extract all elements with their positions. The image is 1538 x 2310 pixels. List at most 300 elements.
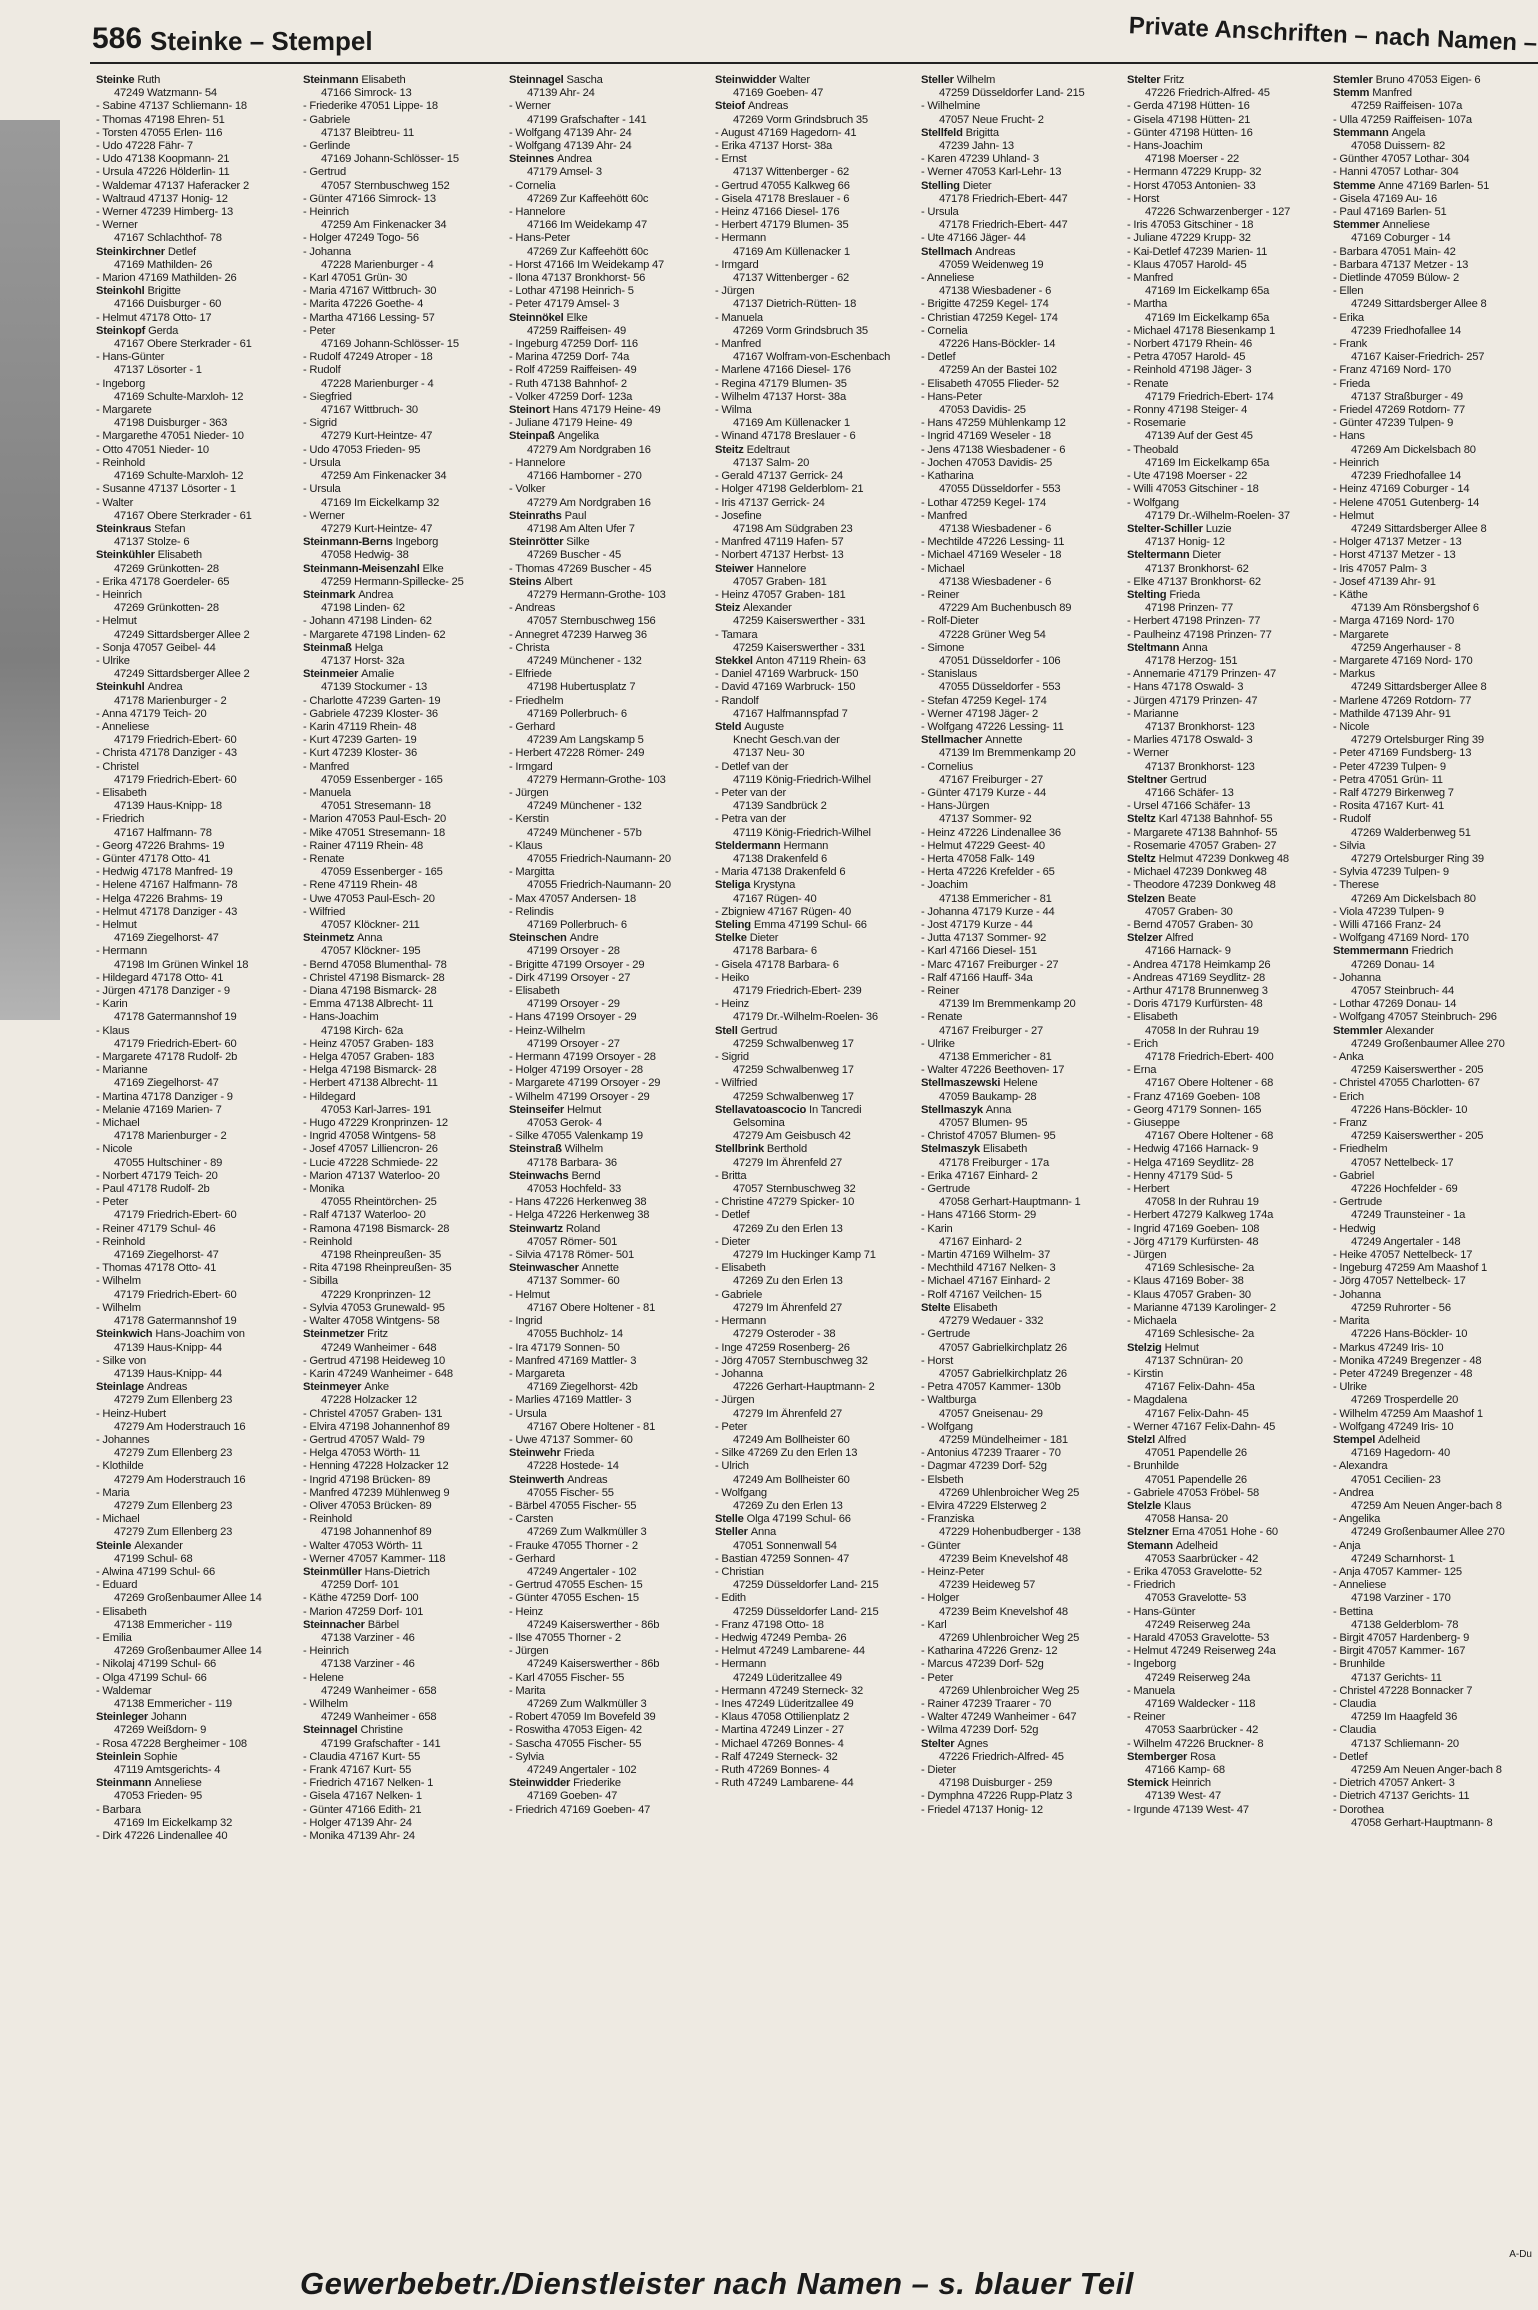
person-entry: - Marlies 47178 Oswald- 3 [1127, 734, 1253, 747]
person-entry: - Jutta 47137 Sommer- 92 [921, 932, 1047, 945]
surname: Steinwidder [509, 1777, 571, 1790]
person-entry: - Petra van der [715, 813, 786, 826]
address-line: 47198 Johannenhof 89 [321, 1526, 432, 1539]
person-entry: - Johanna [303, 245, 351, 258]
address-line: 47166 Simrock- 13 [321, 87, 412, 100]
address-line: 47138 Gelderblom- 78 [1351, 1618, 1459, 1631]
given-name: Helga [354, 641, 383, 654]
surname-entry [1333, 87, 1531, 100]
given-name: Erna 47051 Hohe - 60 [1171, 1526, 1278, 1539]
address-line: 47137 Straßburger - 49 [1351, 390, 1463, 403]
person-entry: - Ernst [715, 153, 747, 166]
address-line: 47259 Kaiserswerther - 205 [1351, 1130, 1484, 1143]
person-entry: - Reinhold [303, 1513, 352, 1526]
address-line: 47259 Am Finkenacker 34 [321, 219, 447, 232]
person-entry: - Gertrud 47198 Heideweg 10 [303, 1354, 445, 1367]
address-line: 47269 Uhlenbroicher Weg 25 [939, 1631, 1080, 1644]
address-line: 47279 Kurt-Heintze- 47 [321, 430, 433, 443]
address-line: 47138 Wiesbadener - 6 [939, 575, 1052, 588]
person-entry: - Peter 47179 Amsel- 3 [509, 298, 620, 311]
person-entry: - Michael [96, 1117, 140, 1130]
person-entry: - Karl 47166 Diesel- 151 [921, 945, 1037, 958]
address-line: 47279 Im Ährenfeld 27 [733, 1407, 842, 1420]
person-entry: - Olga 47199 Schul- 66 [96, 1671, 207, 1684]
person-entry: - Helga 47226 Brahms- 19 [96, 892, 223, 905]
given-name: Bernd [571, 1169, 601, 1182]
surname-entry [509, 1447, 707, 1460]
address-line: 47167 Freiburger - 27 [939, 773, 1044, 786]
address-line: 47269 Großenbaumer Allee 14 [114, 1592, 262, 1605]
person-entry: - Oliver 47053 Brücken- 89 [303, 1499, 432, 1512]
surname-entry [715, 1025, 913, 1038]
person-entry: - Ingeborg [96, 377, 145, 390]
person-entry: - Markus 47249 Iris- 10 [1333, 1341, 1444, 1354]
person-entry: - Hermann [715, 232, 767, 245]
person-entry: - Norbert 47179 Rhein- 46 [1127, 338, 1252, 351]
person-entry: - Wilhelm 47226 Bruckner- 8 [1127, 1737, 1264, 1750]
surname-entry [921, 74, 1119, 87]
person-entry: - Heinz 47057 Graben- 183 [303, 1037, 434, 1050]
address-line: 47169 Schulte-Marxloh- 12 [114, 470, 244, 483]
person-entry: - Rosita 47167 Kurt- 41 [1333, 800, 1445, 813]
given-name: Hannelore [756, 562, 807, 575]
person-entry: - Detlef [715, 1209, 750, 1222]
surname-entry [303, 932, 501, 945]
surname: Stellbrink [715, 1143, 764, 1156]
address-line: 47167 Obere Holtener - 81 [527, 1420, 656, 1433]
person-entry: - Dieter [715, 1235, 751, 1248]
address-line: 47057 Sternbuschweg 156 [527, 615, 656, 628]
person-entry: - Helga 47198 Bismarck- 28 [303, 1064, 437, 1077]
given-name: Annette [985, 734, 1023, 747]
surname: Steldermann [715, 839, 781, 852]
person-entry: - Silke 47269 Zu den Erlen 13 [715, 1447, 858, 1460]
address-line: 47259 Düsseldorfer Land- 215 [733, 1579, 879, 1592]
address-line: 47138 Emmericher - 119 [114, 1618, 232, 1631]
person-entry: - Ruth 47269 Bonnes- 4 [715, 1764, 830, 1776]
person-entry: - Helmut [96, 615, 137, 628]
person-entry: - Holger 47137 Metzer - 13 [1333, 536, 1462, 549]
person-entry: - Peter [96, 1196, 129, 1209]
surname: Stellavatoascocio [715, 1103, 807, 1116]
person-entry: - Holger 47139 Ahr- 24 [303, 1816, 412, 1829]
given-name: Anna [1182, 641, 1208, 654]
person-entry: - Brunhilde [1333, 1658, 1385, 1671]
surname-entry [96, 285, 294, 298]
person-entry: - Irgunde 47139 West- 47 [1127, 1803, 1249, 1816]
address-line: 47169 Im Eickelkamp 32 [114, 1816, 233, 1829]
person-entry: - Klaus [509, 839, 543, 852]
person-entry: - Michael 47169 Weseler - 18 [921, 549, 1062, 562]
surname-entry [1127, 589, 1325, 602]
given-name: Elisabeth [157, 549, 202, 562]
person-entry: - Ursula 47226 Hölderlin- 11 [96, 166, 230, 179]
person-entry: - Werner [303, 509, 345, 522]
person-entry: - Manfred 47169 Mattler- 3 [509, 1354, 637, 1367]
person-entry: - Jürgen 47179 Prinzen- 47 [1127, 694, 1258, 707]
person-entry: - Christa 47178 Danziger - 43 [96, 747, 237, 760]
given-name: Paul [564, 509, 587, 522]
person-entry: - Brigitte 47199 Orsoyer - 29 [509, 958, 645, 971]
given-name: Frieda [1169, 588, 1200, 601]
person-entry: - Martha 47166 Lessing- 57 [303, 311, 435, 324]
person-entry: - Jost 47179 Kurze - 44 [921, 919, 1033, 931]
person-entry: - Lothar 47259 Kegel- 174 [921, 496, 1046, 509]
address-line: 47269 Vorm Grindsbruch 35 [733, 324, 868, 337]
person-entry: - Gisela 47178 Breslauer - 6 [715, 192, 850, 205]
person-entry: - Horst [1127, 192, 1160, 205]
person-entry: - Wolfgang [1127, 496, 1179, 509]
person-entry: - Rolf 47167 Veilchen- 15 [921, 1288, 1042, 1301]
address-line: 47139 Im Bremmenkamp 20 [939, 747, 1076, 760]
person-entry: - Erika 47053 Gravelotte- 52 [1127, 1565, 1262, 1578]
person-entry: - Michaela [1127, 1315, 1177, 1328]
person-entry: - Wilhelm 47137 Horst- 38a [715, 390, 846, 403]
person-entry: - Hildegard 47178 Otto- 41 [96, 971, 224, 984]
given-name: Anna [985, 1103, 1012, 1116]
address-line: 47226 Friedrich-Alfred- 45 [1145, 87, 1270, 100]
person-entry: - Johannes [96, 1433, 150, 1446]
address-line: 47137 Wittenberger - 62 [733, 166, 850, 179]
person-entry: - Gertrude [921, 1328, 970, 1341]
person-entry: - Gerhard [509, 1552, 556, 1565]
surname-entry [1333, 945, 1531, 958]
surname-entry [1127, 1434, 1325, 1447]
person-entry: - Erika 47167 Einhard- 2 [921, 1169, 1038, 1182]
surname-entry [509, 1474, 707, 1487]
person-entry: - Waltraud 47137 Honig- 12 [96, 192, 228, 205]
given-name: Heinrich [1171, 1777, 1211, 1790]
person-entry: - Michael 47239 Donkweg 48 [1127, 866, 1267, 879]
person-entry: - Günther 47057 Lothar- 304 [1333, 153, 1470, 166]
given-name: Adelheid [1175, 1539, 1218, 1552]
person-entry: - Dagmar 47239 Dorf- 52g [921, 1460, 1047, 1473]
person-entry: - Helmut 47249 Lambarene- 44 [715, 1645, 865, 1658]
person-entry: - Johanna [715, 1367, 763, 1380]
person-entry: - Margarete 47199 Orsoyer - 29 [509, 1077, 661, 1090]
address-line: 47249 Am Bollheister 60 [733, 1473, 850, 1486]
surname: Steinmeyer [303, 1381, 362, 1394]
person-entry: - Dieter [921, 1764, 957, 1776]
address-line: Knecht Gesch.van der [733, 734, 840, 747]
address-line: 47057 Graben- 30 [1145, 905, 1233, 918]
person-entry: - Gertrud 47055 Kalkweg 66 [715, 179, 850, 192]
surname-entry [96, 523, 294, 536]
surname-entry [921, 1738, 1119, 1751]
given-name: Brigitta [965, 126, 999, 139]
address-line: 47249 Großenbaumer Allee 270 [1351, 1526, 1505, 1539]
address-line: 47198 Hubertusplatz 7 [527, 681, 636, 694]
given-name: Andreas [146, 1381, 188, 1394]
given-name: Alfred [1165, 932, 1194, 945]
person-entry: - Margarete 47178 Rudolf- 2b [96, 1051, 238, 1064]
person-entry: - Helmut 47249 Reiserweg 24a [1127, 1645, 1276, 1658]
person-entry: - Elisabeth 47055 Flieder- 52 [921, 377, 1059, 390]
surname: Steinpaß [509, 430, 555, 443]
person-entry: - Lothar 47198 Heinrich- 5 [509, 285, 634, 298]
person-entry: - Hanni 47057 Lothar- 304 [1333, 166, 1459, 179]
person-entry: - Kurt 47239 Kloster- 36 [303, 747, 417, 760]
surname-entry [715, 100, 913, 113]
surname: Stelting [1127, 588, 1167, 601]
person-entry: - Hans 47178 Oswald- 3 [1127, 681, 1244, 694]
address-line: 47259 Kaiserswerther - 205 [1351, 1064, 1484, 1077]
person-entry: - Dorothea [1333, 1803, 1384, 1816]
person-entry: - Manfred [921, 509, 968, 522]
surname-entry [303, 74, 501, 87]
person-entry: - Iris 47053 Gitschiner - 18 [1127, 219, 1254, 232]
person-entry: - Ilse 47055 Thorner - 2 [509, 1631, 621, 1644]
person-entry: - Hans-Günter [1127, 1605, 1196, 1618]
person-entry: - Charlotte 47239 Garten- 19 [303, 694, 441, 707]
address-line: 47169 Pollerbruch- 6 [527, 919, 627, 931]
person-entry: - Holger [921, 1592, 960, 1605]
address-line: 47249 Sittardsberger Allee 2 [114, 668, 250, 681]
person-entry: - Heinz 47057 Graben- 181 [715, 588, 846, 601]
address-line: 47119 König-Friedrich-Wilhel [733, 773, 871, 786]
address-line: 47139 Sandbrück 2 [733, 800, 827, 813]
surname: Steinlein [96, 1750, 141, 1763]
address-line: 47051 Cecilien- 23 [1351, 1473, 1441, 1486]
address-line: 47179 Friedrich-Ebert- 60 [114, 1037, 237, 1050]
surname-entry [715, 932, 913, 945]
address-line: 47169 Ziegelhorst- 47 [114, 1077, 219, 1090]
address-line: 47166 Harnack- 9 [1145, 945, 1231, 958]
address-line: 47279 Wedauer - 332 [939, 1315, 1044, 1328]
person-entry: - Emilia [96, 1631, 132, 1644]
surname-entry [96, 1777, 294, 1790]
address-line: 47269 Zur Kaffeehött 60c [527, 192, 649, 205]
address-line: 47169 Im Eickelkamp 65a [1145, 456, 1270, 469]
address-line: 47198 Varziner - 170 [1351, 1592, 1451, 1605]
address-line: 47249 Angertaler - 102 [527, 1764, 637, 1776]
address-line: 47229 Am Buchenbusch 89 [939, 602, 1072, 615]
person-entry: - Jürgen [509, 1645, 549, 1658]
surname: Steinleger [96, 1711, 149, 1724]
address-line: 47259 Am Neuen Anger-bach 8 [1351, 1499, 1502, 1512]
person-entry: - Wolfgang 47226 Lessing- 11 [921, 720, 1064, 733]
address-line: 47249 Sittardsberger Allee 8 [1351, 298, 1487, 311]
address-line: 47269 Weißdorn- 9 [114, 1724, 207, 1737]
person-entry: - Hans 47166 Storm- 29 [921, 1209, 1036, 1222]
surname: Steinseifer [509, 1103, 565, 1116]
address-line: 47055 Fischer- 55 [527, 1486, 614, 1499]
surname-entry [1127, 1342, 1325, 1355]
address-line: 47138 Wiesbadener - 6 [939, 522, 1052, 535]
address-line: 47178 Friedrich-Ebert- 400 [1145, 1051, 1274, 1064]
person-entry: - Wilma [715, 404, 752, 417]
person-entry: - Marianne [96, 1064, 148, 1077]
person-entry: - Hermann 47199 Orsoyer - 28 [509, 1051, 656, 1064]
surname-entry [509, 74, 707, 87]
address-line: 47198 Moerser - 22 [1145, 153, 1240, 166]
person-entry: - Hedwig [1333, 1222, 1376, 1235]
person-entry: - Herbert 47198 Prinzen- 77 [1127, 615, 1261, 628]
person-entry: - Dietrich 47057 Ankert- 3 [1333, 1777, 1455, 1790]
given-name: Alexander [743, 602, 792, 615]
address-line: 47137 Lösorter - 1 [114, 364, 202, 377]
surname: Steinlage [96, 1381, 144, 1394]
person-entry: - Werner 47239 Himberg- 13 [96, 206, 233, 219]
address-line: 47229 Kronprinzen- 12 [321, 1288, 431, 1301]
address-line: 47138 Emmericher - 119 [114, 1697, 232, 1710]
address-line: 47167 Obere Sterkrader - 61 [114, 338, 252, 351]
person-entry: - Werner 47053 Karl-Lehr- 13 [921, 166, 1062, 179]
given-name: Anton 47119 Rhein- 63 [755, 654, 866, 667]
address-line: 47269 Zum Walkmüller 3 [527, 1697, 647, 1710]
address-line: 47199 Grafschafter - 141 [527, 113, 647, 126]
surname-entry [96, 1751, 294, 1764]
address-line: 47178 Gatermannshof 19 [114, 1011, 237, 1024]
person-entry: - Robert 47059 Im Bovefeld 39 [509, 1711, 656, 1724]
person-entry: - Margarete [1333, 628, 1389, 641]
address-line: 47249 Traunsteiner - 1a [1351, 1209, 1466, 1222]
person-entry: - Jürgen [715, 1394, 755, 1407]
person-entry: - Christel [96, 760, 139, 773]
surname-entry [303, 589, 501, 602]
person-entry: - Heinrich [303, 206, 349, 219]
person-entry: - Jörg 47057 Nettelbeck- 17 [1333, 1275, 1466, 1288]
given-name: Helmut 47239 Donkweg 48 [1158, 852, 1289, 865]
address-line: 47167 Felix-Dahn- 45 [1145, 1407, 1249, 1420]
given-name: Amalie [361, 668, 395, 681]
person-entry: - Thomas 47198 Ehren- 51 [96, 113, 225, 126]
person-entry: - Margarete [96, 404, 152, 417]
surname: Stell [715, 1024, 738, 1037]
surname-entry [715, 840, 913, 853]
person-entry: - Reinhold [303, 1235, 352, 1248]
person-entry: - Karin 47119 Rhein- 48 [303, 720, 417, 733]
address-line: 47169 Im Eickelkamp 32 [321, 496, 440, 509]
person-entry: - Uwe 47137 Sommer- 60 [509, 1433, 633, 1446]
address-line: 47058 Gerhart-Hauptmann- 8 [1351, 1816, 1493, 1829]
surname: Steliga [715, 879, 751, 892]
person-entry: - Mathilde 47139 Ahr- 91 [1333, 707, 1451, 720]
address-line: 47169 Goeben- 47 [733, 87, 824, 100]
person-entry: - Christa [509, 641, 550, 654]
surname-entry [715, 1526, 913, 1539]
address-line: 47249 Münchener - 57b [527, 826, 642, 839]
address-line: 47167 Obere Sterkrader - 61 [114, 509, 252, 522]
surname: Stelzer [1127, 932, 1163, 945]
address-line: 47249 Reiserweg 24a [1145, 1671, 1251, 1684]
address-line: 47059 Essenberger - 165 [321, 773, 443, 786]
surname-entry [96, 681, 294, 694]
address-line: 47137 Gerichts- 11 [1351, 1671, 1442, 1684]
person-entry: - Zbigniew 47167 Rügen- 40 [715, 905, 851, 918]
person-entry: - Gerhard [509, 720, 556, 733]
address-line: 47199 Orsoyer - 27 [527, 1037, 620, 1050]
surname-entry [509, 576, 707, 589]
footer-banner: Gewerbebetr./Dienstleister nach Namen – s. blauer Teil [300, 2266, 1134, 2301]
person-entry: - Ruth 47138 Bahnhof- 2 [509, 377, 627, 390]
person-entry: - Rita 47198 Rheinpreußen- 35 [303, 1262, 452, 1275]
address-line: 47198 Am Südgraben 23 [733, 522, 853, 535]
given-name: Johann [151, 1711, 187, 1724]
person-entry: - Michael [96, 1513, 140, 1526]
address-line: 47055 Rheintörchen- 25 [321, 1196, 437, 1209]
person-entry: - Roswitha 47053 Eigen- 42 [509, 1724, 642, 1737]
person-entry: - Wolfgang 47139 Ahr- 24 [509, 126, 632, 139]
person-entry: - Manfred [1127, 272, 1174, 285]
surname-entry [715, 919, 913, 932]
surname: Stellmach [921, 245, 973, 258]
address-line: 47167 Obere Holtener - 81 [527, 1301, 656, 1314]
address-line: 47138 Varziner - 46 [321, 1631, 415, 1644]
person-entry: - Rainer 47119 Rhein- 48 [303, 839, 423, 852]
surname-entry [1127, 853, 1325, 866]
surname-entry [303, 1724, 501, 1737]
person-entry: - Elisabeth [715, 1262, 766, 1275]
person-entry: - Ulrike [96, 654, 130, 667]
person-entry: - Sigrid [715, 1051, 749, 1064]
person-entry: - Josef 47057 Lilliencron- 26 [303, 1143, 438, 1156]
person-entry: - Elke 47137 Bronkhorst- 62 [1127, 575, 1261, 588]
address-line: 47279 Am Hoderstrauch 16 [114, 1420, 246, 1433]
person-entry: - Antonius 47239 Traarer - 70 [921, 1447, 1061, 1460]
person-entry: - Manfred 47119 Hafen- 57 [715, 536, 844, 549]
address-line: 47259 Düsseldorfer Land- 215 [939, 87, 1085, 100]
address-line: 47169 Schlesische- 2a [1145, 1262, 1254, 1275]
person-entry: - Bastian 47259 Sonnen- 47 [715, 1552, 850, 1565]
person-entry: - Inge 47259 Rosenberg- 26 [715, 1341, 850, 1354]
person-entry: - Frank [1333, 338, 1368, 351]
given-name: Andre [569, 932, 599, 945]
person-entry: - Margareta [509, 1367, 565, 1380]
directory-column-6 [1127, 74, 1325, 2254]
address-line: 47058 Hansa- 20 [1145, 1513, 1228, 1526]
surname: Steinkohl [96, 285, 145, 298]
person-entry: - Annegret 47239 Harweg 36 [509, 628, 647, 641]
surname: Stemick [1127, 1777, 1169, 1790]
address-line: 47137 Sommer- 60 [527, 1275, 620, 1288]
given-name: Fritz [1163, 74, 1185, 86]
person-entry: - Wilhelm [303, 1697, 348, 1710]
surname-entry [921, 246, 1119, 259]
address-line: 47269 Walderbenweg 51 [1351, 826, 1471, 839]
address-line: 47167 Rügen- 40 [733, 892, 817, 905]
person-entry: - Franz 47169 Nord- 170 [1333, 364, 1451, 377]
surname-entry [715, 563, 913, 576]
address-line: 47269 Uhlenbroicher Weg 25 [939, 1486, 1080, 1499]
person-entry: - Monika 47139 Ahr- 24 [303, 1830, 415, 1843]
address-line: 47051 Papendelle 26 [1145, 1447, 1247, 1460]
person-entry: - Ingrid 47198 Brücken- 89 [303, 1473, 431, 1486]
person-entry: - Walter 47249 Wanheimer - 647 [921, 1711, 1077, 1724]
person-entry: - Anja 47057 Kammer- 125 [1333, 1565, 1462, 1578]
address-line: 47057 Sternbuschweg 32 [733, 1183, 856, 1196]
person-entry: - Ruth 47249 Lambarene- 44 [715, 1777, 854, 1790]
person-entry: - Sascha 47055 Fischer- 55 [509, 1737, 642, 1750]
person-entry: - Dirk 47199 Orsoyer - 27 [509, 971, 631, 984]
address-line: 47138 Varziner - 46 [321, 1658, 415, 1671]
person-entry: - Annemarie 47179 Prinzen- 47 [1127, 668, 1277, 681]
surname: Stelling [921, 179, 960, 192]
person-entry: - Friedrich [1127, 1579, 1176, 1592]
address-line: 47139 Am Rönsbergshof 6 [1351, 602, 1479, 615]
person-entry: - Irmgard [509, 760, 553, 773]
person-entry: - Jochen 47053 Davidis- 25 [921, 456, 1052, 469]
person-entry: - Cornelia [509, 179, 556, 192]
address-line: 47259 Dorf- 101 [321, 1579, 399, 1592]
person-entry: - Rosemarie 47057 Graben- 27 [1127, 839, 1277, 852]
given-name: Manfred [1372, 87, 1412, 100]
given-name: Olga 47199 Schul- 66 [746, 1513, 851, 1526]
address-line: 47057 Sternbuschweg 152 [321, 179, 450, 192]
surname-entry [303, 1381, 501, 1394]
person-entry: - Hedwig 47178 Manfred- 19 [96, 866, 233, 879]
given-name: Elke [566, 311, 588, 324]
